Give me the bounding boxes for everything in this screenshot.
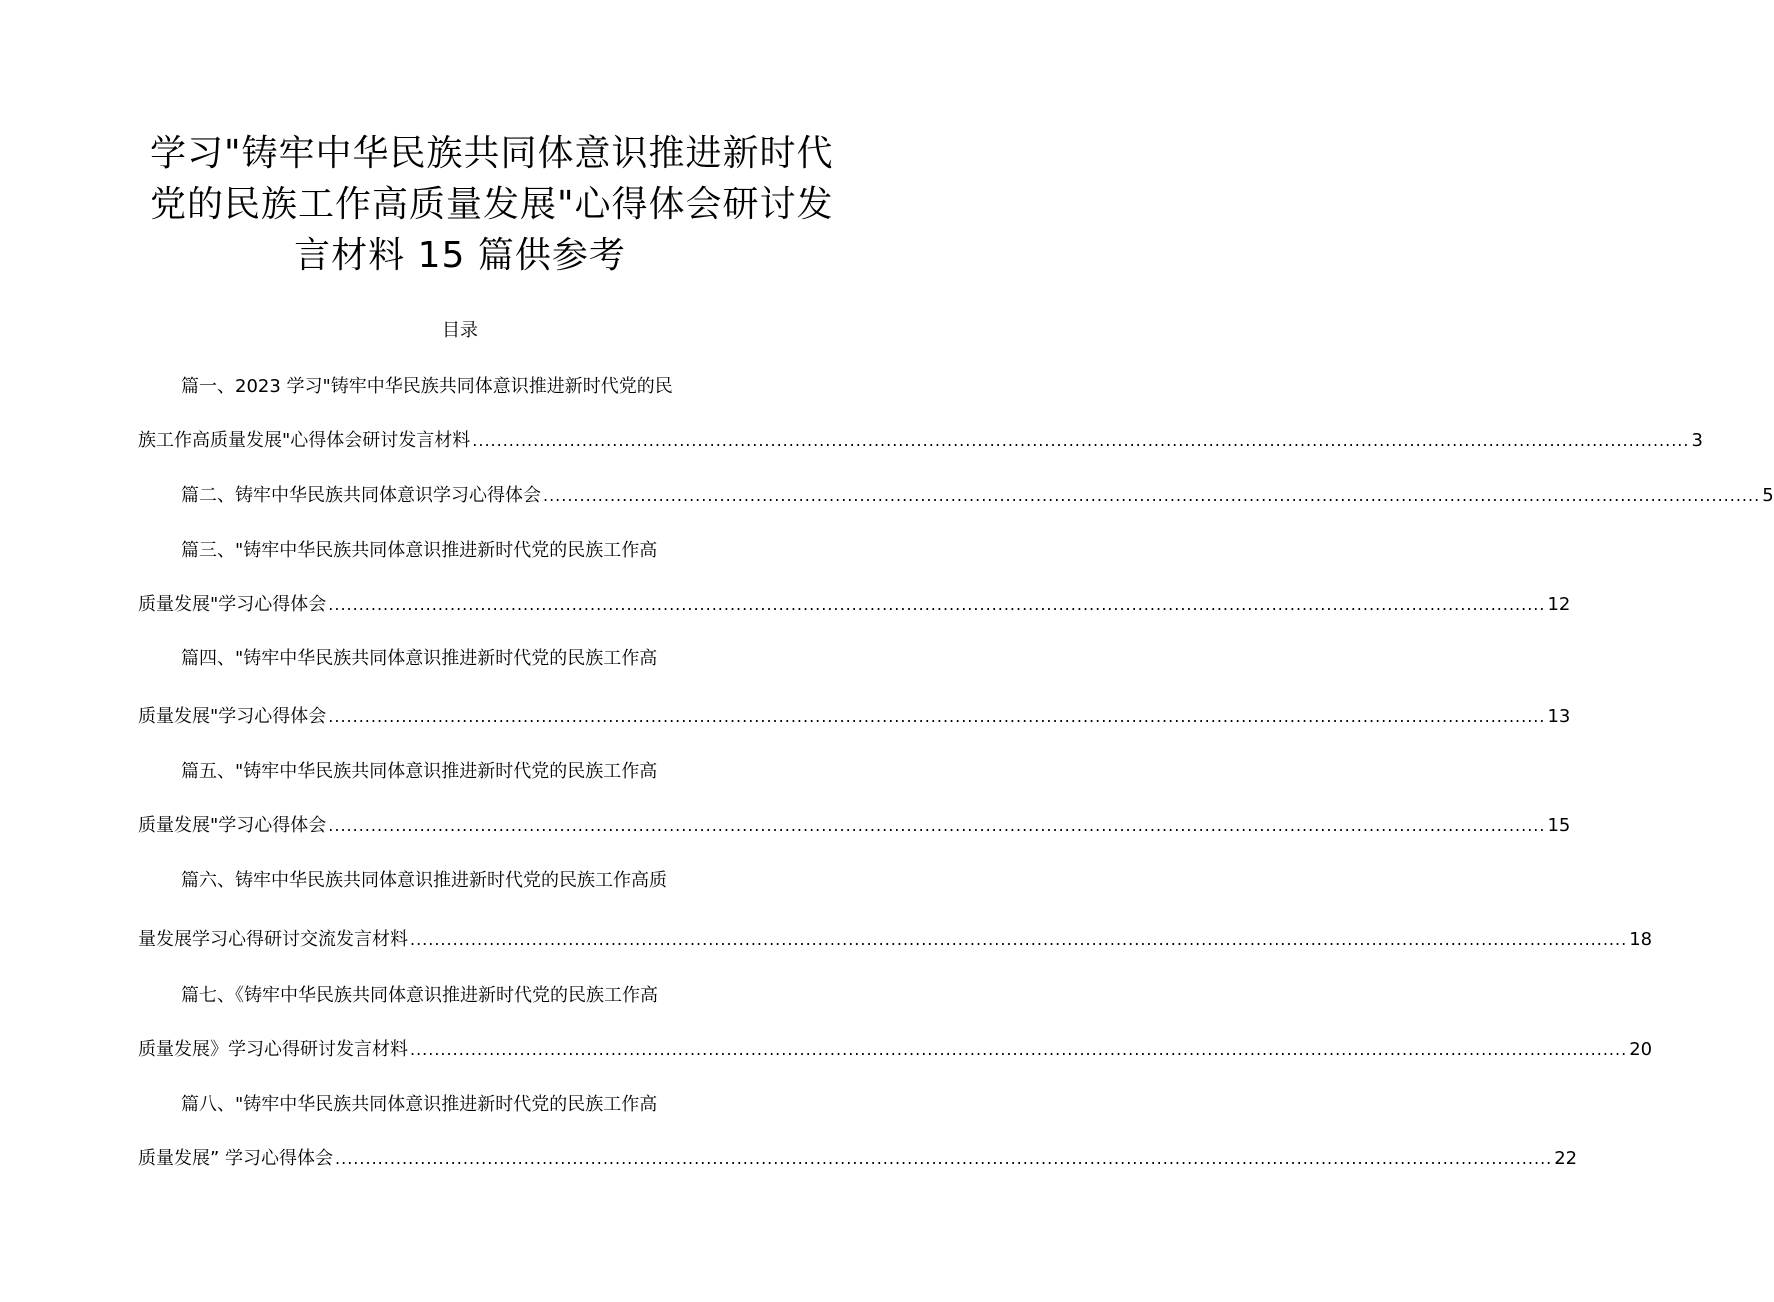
toc-entry-8-last-line[interactable] [138, 1146, 1578, 1172]
toc-entry-text: 质量发展"学习心得体会 [138, 706, 327, 727]
toc-page-number: 3 [1691, 430, 1703, 451]
toc-leader-dots: ........................................................................................................................................................................................................ [410, 1040, 1628, 1059]
toc-entry-text: 篇二、铸牢中华民族共同体意识学习心得体会 [181, 485, 541, 506]
toc-entry-6-last-line[interactable] [138, 927, 1653, 953]
toc-page-number: 20 [1629, 1039, 1653, 1060]
toc-leader-dots: ........................................................................................................................................................................................................ [472, 431, 1690, 450]
toc-entry-7-last-line[interactable] [138, 1037, 1653, 1063]
toc-entry-text: 质量发展》学习心得研讨发言材料 [138, 1039, 408, 1060]
toc-leader-dots: ........................................................................................................................................................................................................ [328, 816, 1546, 835]
toc-entry-text: 质量发展"学习心得体会 [138, 594, 327, 615]
toc-entry-text: 篇八、"铸牢中华民族共同体意识推进新时代党的民族工作高 [181, 1094, 658, 1115]
title-line-1: 学习"铸牢中华民族共同体意识推进新时代 [150, 133, 834, 174]
toc-entry-text: 质量发展” 学习心得体会 [138, 1148, 334, 1169]
toc-entry-text: 质量发展"学习心得体会 [138, 815, 327, 836]
toc-entry-text: 篇一、2023 学习"铸牢中华民族共同体意识推进新时代党的民 [181, 376, 673, 397]
toc-entry-3-last-line[interactable] [138, 592, 1571, 618]
toc-entry-text: 篇四、"铸牢中华民族共同体意识推进新时代党的民族工作高 [181, 648, 658, 669]
toc-entry-4-last-line[interactable] [138, 704, 1571, 730]
toc-entry-6-first-line[interactable] [181, 868, 667, 894]
toc-entry-text: 篇六、铸牢中华民族共同体意识推进新时代党的民族工作高质 [181, 870, 667, 891]
toc-entry-text: 量发展学习心得研讨交流发言材料 [138, 929, 408, 950]
toc-page-number: 18 [1629, 929, 1653, 950]
toc-entry-5-last-line[interactable] [138, 813, 1571, 839]
toc-leader-dots: ........................................................................................................................................................................................................ [410, 930, 1628, 949]
toc-entry-text: 篇七、《铸牢中华民族共同体意识推进新时代党的民族工作高 [181, 985, 658, 1006]
toc-entry-1-first-line[interactable] [181, 374, 673, 400]
toc-page-number: 15 [1547, 815, 1571, 836]
toc-entry-1-last-line[interactable] [138, 428, 1703, 454]
toc-entry-text: 篇三、"铸牢中华民族共同体意识推进新时代党的民族工作高 [181, 540, 658, 561]
toc-page-number: 13 [1547, 706, 1571, 727]
toc-entry-8-first-line[interactable] [181, 1092, 657, 1118]
toc-entry-2[interactable] [181, 483, 1774, 509]
title-line-2: 党的民族工作高质量发展"心得体会研讨发 [150, 184, 834, 225]
toc-leader-dots: ........................................................................................................................................................................................................ [328, 595, 1546, 614]
title-line-3: 言材料 15 篇供参考 [294, 235, 626, 276]
toc-page-number: 12 [1547, 594, 1571, 615]
toc-page-number: 5 [1762, 485, 1774, 506]
toc-entry-text: 族工作高质量发展"心得体会研讨发言材料 [138, 430, 471, 451]
toc-entry-text: 篇五、"铸牢中华民族共同体意识推进新时代党的民族工作高 [181, 761, 658, 782]
toc-leader-dots: ........................................................................................................................................................................................................ [543, 486, 1761, 505]
toc-leader-dots: ........................................................................................................................................................................................................ [335, 1149, 1553, 1168]
toc-entry-3-first-line[interactable] [181, 538, 657, 564]
toc-entry-7-first-line[interactable] [181, 983, 658, 1009]
toc-leader-dots: ........................................................................................................................................................................................................ [328, 707, 1546, 726]
toc-entry-5-first-line[interactable] [181, 759, 657, 785]
toc-page-number: 22 [1554, 1148, 1578, 1169]
toc-heading: 目录 [442, 320, 478, 341]
toc-entry-4-first-line[interactable] [181, 646, 657, 672]
